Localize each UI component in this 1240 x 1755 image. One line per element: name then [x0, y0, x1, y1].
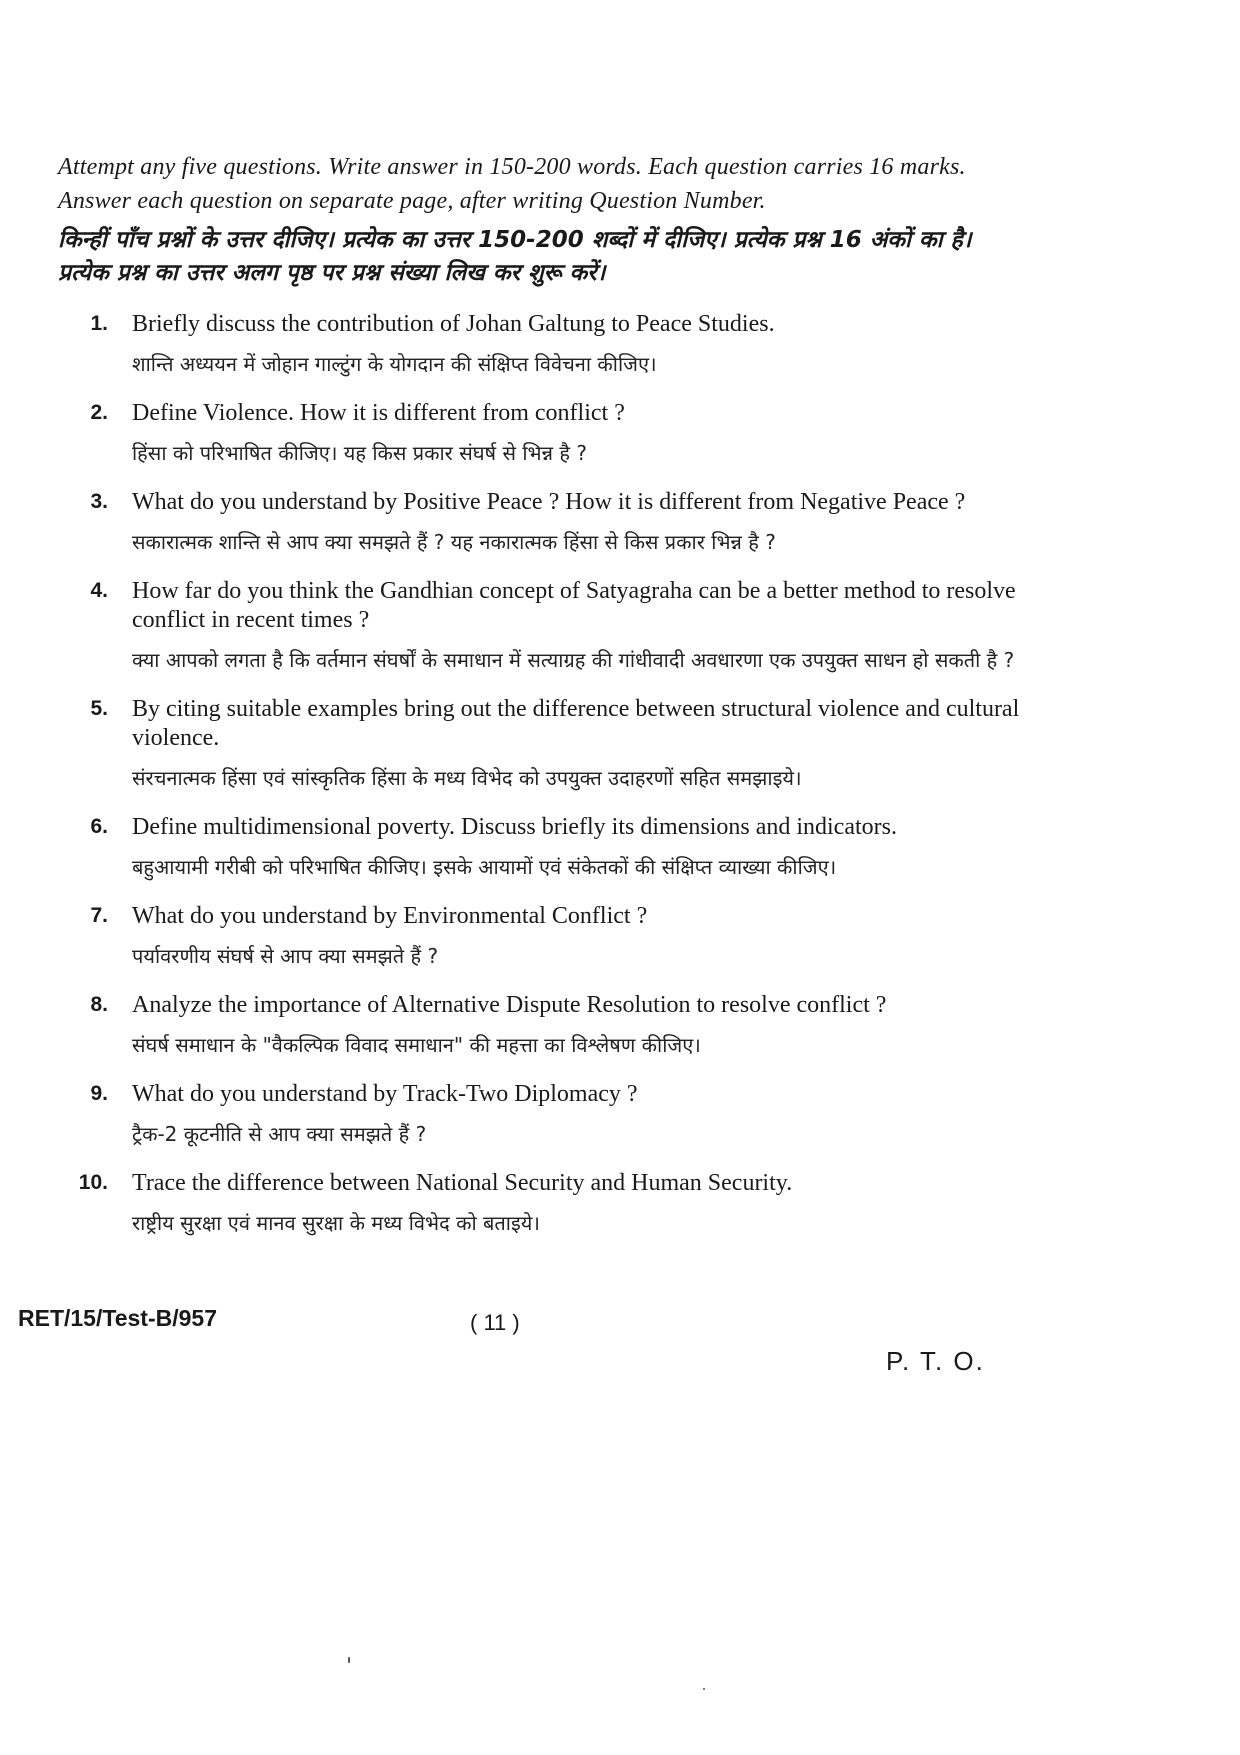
instructions-english: Attempt any five questions. Write answer in 150-200 words. Each question carries 16 marks. Answer each question on separate page, after writing Question Number. — [58, 154, 966, 214]
question-hindi: बहुआयामी गरीबी को परिभाषित कीजिए। इसके आयामों एवं संकेतकों की संक्षिप्त व्याख्या कीजिए। — [132, 855, 837, 879]
question-english: What do you understand by Track-Two Diplomacy ? — [132, 1081, 638, 1107]
question-number: 8. — [90, 993, 108, 1016]
scan-speck — [703, 1688, 705, 1690]
question-number: 9. — [90, 1082, 108, 1105]
question-number: 5. — [90, 697, 108, 720]
question-item — [40, 399, 1020, 468]
question-english: What do you understand by Environmental Conflict ? — [132, 903, 648, 929]
question-hindi: हिंसा को परिभाषित कीजिए। यह किस प्रकार संघर्ष से भिन्न है ? — [132, 441, 587, 465]
question-hindi: पर्यावरणीय संघर्ष से आप क्या समझते हैं ? — [132, 944, 439, 968]
question-item — [40, 577, 1020, 675]
question-item — [40, 1169, 1020, 1238]
question-number: 6. — [90, 815, 108, 838]
scan-speck — [348, 1657, 350, 1663]
question-hindi: राष्ट्रीय सुरक्षा एवं मानव सुरक्षा के मध्य विभेद को बताइये। — [132, 1211, 540, 1235]
question-english: Briefly discuss the contribution of Johan Galtung to Peace Studies. — [132, 311, 775, 337]
question-list — [40, 310, 1020, 1238]
question-number: 2. — [90, 401, 108, 424]
question-item — [40, 991, 1020, 1060]
question-english: Trace the difference between National Security and Human Security. — [132, 1170, 793, 1196]
question-hindi: शान्ति अध्ययन में जोहान गाल्टुंग के योगदान की संक्षिप्त विवेचना कीजिए। — [132, 352, 657, 376]
question-english: By citing suitable examples bring out the difference between structural violence and cultural violence. — [132, 696, 1020, 751]
question-number: 10. — [78, 1171, 108, 1194]
question-hindi: सकारात्मक शान्ति से आप क्या समझते हैं ? यह नकारात्मक हिंसा से किस प्रकार भिन्न है ? — [132, 530, 776, 554]
question-item — [40, 310, 1020, 379]
question-number: 7. — [90, 904, 108, 927]
please-turn-over: P. T. O. — [886, 1346, 985, 1376]
paper-code: RET/15/Test-B/957 — [18, 1305, 217, 1331]
question-english: Define multidimensional poverty. Discuss briefly its dimensions and indicators. — [132, 814, 897, 840]
question-english: Analyze the importance of Alternative Dispute Resolution to resolve conflict ? — [132, 992, 887, 1018]
question-hindi: संघर्ष समाधान के "वैकल्पिक विवाद समाधान" की महत्ता का विश्लेषण कीजिए। — [132, 1033, 701, 1057]
question-item — [40, 813, 1020, 882]
question-hindi: क्या आपको लगता है कि वर्तमान संघर्षों के समाधान में सत्याग्रह की गांधीवादी अवधारणा एक उपयुक्त साधन हो सकती है ? — [132, 648, 1015, 672]
question-hindi: संरचनात्मक हिंसा एवं सांस्कृतिक हिंसा के मध्य विभेद को उपयुक्त उदाहरणों सहित समझाइये। — [132, 766, 802, 790]
question-english: What do you understand by Positive Peace ? How it is different from Negative Peace ? — [132, 489, 966, 515]
question-hindi: ट्रैक-2 कूटनीति से आप क्या समझते हैं ? — [132, 1122, 427, 1146]
question-number: 1. — [90, 312, 108, 335]
question-item — [40, 695, 1020, 793]
instructions-hindi: किन्हीं पाँच प्रश्नों के उत्तर दीजिए। प्रत्येक का उत्तर 150-200 शब्दों में दीजिए। प्रत्येक प्रश्न 16 अंकों का है। प्रत्येक प्रश्न का उत्तर अलग पृष्ठ पर प्रश्न संख्या लिख कर शुरू करें। — [58, 227, 972, 286]
question-english: Define Violence. How it is different from conflict ? — [132, 400, 625, 426]
question-item — [40, 488, 1020, 557]
question-item — [40, 1080, 1020, 1149]
question-english: How far do you think the Gandhian concept of Satyagraha can be a better method to resolve conflict in recent times ? — [132, 578, 1016, 633]
page-number: ( 11 ) — [470, 1310, 520, 1335]
instructions-block — [58, 150, 1018, 290]
question-number: 3. — [90, 490, 108, 513]
question-item — [40, 902, 1020, 971]
question-number: 4. — [90, 579, 108, 602]
